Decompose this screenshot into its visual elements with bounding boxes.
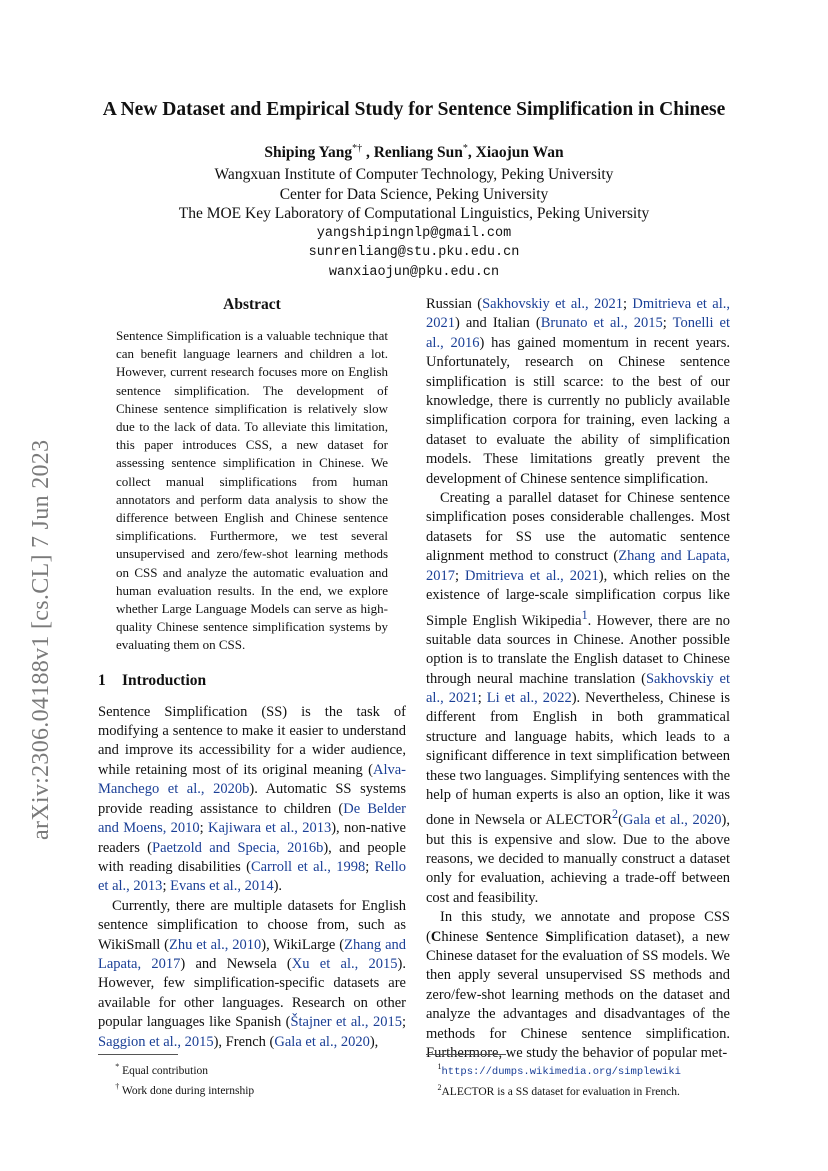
footnote-text: ALECTOR is a SS dataset for evaluation in French. [441,1086,680,1099]
footnote-mark: 1 [437,1062,442,1071]
intro-paragraph-1: Sentence Simplification (SS) is the task of modifying a sentence to make it easier to understand and improve its accessibility for a wider audience, while retaining most of its original meaning (Alva-Manchego et al., 2020b). Automatic SS systems provide reading assistance to children (De Belder and Moens, 2010; Kajiwara et al., 2013), non-native readers (Paetzold and Specia, 2016b), and people with reading disabilities (Carroll et al., 1998; Rello et al., 2013; Evans et al., 2014). [98,703,407,895]
footnote-ref[interactable]: 1 [581,607,588,622]
citation-link[interactable]: Saggion et al., 2015 [98,1033,214,1050]
bold-initial: S [485,928,494,945]
affiliation: Center for Data Science, Peking University [279,185,549,203]
author-list: Shiping Yang*† , Renliang Sun*, Xiaojun Wan [264,143,564,162]
footnote [98,1079,406,1099]
abstract-heading: Abstract [223,296,281,313]
footnote [98,1059,406,1079]
citation-link[interactable]: Dmitrieva et al., 2021 [464,567,599,584]
footnote-divider [98,1054,178,1055]
citation-link[interactable]: Zhang and Lapata, 2017 [426,548,730,584]
footnote [426,1059,730,1080]
intro-paragraph-2: Currently, there are multiple datasets for English sentence simplification to choose from, such as WikiSmall (Zhu et al., 2010), WikiLarge (Zhang and Lapata, 2017) and Newsela (Xu et al., 2015). However, few simplification-specific datasets are available for other languages. Research on other popular languages like Spanish (Štajner et al., 2015; Saggion et al., 2015), French (Gala et al., 2020), [98,897,407,1050]
section-number: 1 [98,671,106,689]
citation-link[interactable]: Zhang and Lapata, 2017 [98,936,407,972]
footnotes-left [98,1040,406,1100]
section-title: Introduction [122,671,207,689]
citation-link[interactable]: Sakhovskiy et al., 2021 [426,670,730,706]
email-address[interactable]: wanxiaojun@pku.edu.cn [328,264,500,280]
author-name: Shiping Yang [264,144,353,162]
affiliation: Wangxuan Institute of Computer Technology, Peking University [214,166,614,184]
footnote-mark: * [115,1062,120,1071]
author-name: Xiaojun Wan [475,144,564,162]
footnote-text: Work done during internship [121,1085,255,1098]
footnote-ref[interactable]: 2 [612,807,619,822]
citation-link[interactable]: Li et al., 2022 [486,689,572,706]
intro-paragraph-4: Creating a parallel dataset for Chinese sentence simplification poses considerable challenges. Most datasets for SS use the automatic sentence alignment method to construct (Zhang and Lapata, 2017; Dmitrieva et al., 2021), which relies on the existence of large-scale simplification corpus like Simple English Wikipedia$^1$. However, there are no suitable data sources in Chinese. Another possible option is to translate the English dataset to Chinese through neural machine translation (Sakhovskiy et al., 2021; Li et al., 2022). Nevertheless, Chinese is different from English in both grammatical structure and language habits, which leads to a significant difference in text simplification between these two languages. Simplifying sentences with the help of human experts is also an option, like it was done in Newsela or ALECTOR$^2$(Gala et al., 2020), but this is expensive and slow. Due to the above reasons, we decided to manually construct a dataset only for evaluation, achieving a trade-off between cost and feasibility. [426,490,730,906]
left-column [98,295,406,1052]
citation-link[interactable]: Rello et al., 2013 [98,858,406,895]
paper-header [60,98,768,282]
footnote-mark: 2 [437,1083,442,1093]
citation-link[interactable]: Kajiwara et al., 2013 [207,820,332,837]
paper-title: A New Dataset and Empirical Study for Sentence Simplification in Chinese [102,99,726,120]
author-mark: *† [352,143,363,154]
intro-paragraph-3: Russian (Sakhovskiy et al., 2021; Dmitrieva et al., 2021) and Italian (Brunato et al., 2015; Tonelli et al., 2016) has gained momentum in recent years. Unfortunately, research on Chinese sentence simplification is still scarce: to the best of our knowledge, there is currently no publicly available simplification corpora for training, even lacking a dataset to evaluate the ability of simplification models. These limitations greatly prevent the development of Chinese sentence simplification. [426,296,730,487]
citation-link[interactable]: Gala et al., 2020 [274,1033,370,1050]
footnote-divider [426,1054,506,1055]
author-mark: * [462,143,468,154]
citation-link[interactable]: Alva-Manchego et al., 2020b [98,761,406,798]
citation-link[interactable]: De Belder and Moens, 2010 [98,800,407,837]
citation-link[interactable]: Štajner et al., 2015 [290,1014,402,1031]
citation-link[interactable]: Gala et al., 2020 [622,812,722,829]
citation-link[interactable]: Zhu et al., 2010 [169,936,262,953]
footnote-mark: † [115,1082,120,1092]
affiliation: The MOE Key Laboratory of Computational Linguistics, Peking University [178,205,650,223]
email-address[interactable]: sunrenliang@stu.pku.edu.cn [308,245,520,261]
footnote-text: Equal contribution [122,1064,209,1077]
bold-initial: S [545,928,554,945]
footnote [426,1080,730,1100]
citation-link[interactable]: Evans et al., 2014 [170,878,274,895]
citation-link[interactable]: Paetzold and Specia, 2016b [152,839,324,856]
citation-link[interactable]: Sakhovskiy et al., 2021 [482,296,623,312]
citation-link[interactable]: Tonelli et al., 2016 [426,315,730,351]
footnote-link[interactable]: https://dumps.wikimedia.org/simplewiki [441,1065,681,1078]
intro-paragraph-5: In this study, we annotate and propose CSS (Chinese Sentence Simplification dataset), a new Chinese dataset for the evaluation of SS models. We then apply several unsupervised SS methods and zero/few-shot learning methods on the dataset and analyze the advantages and disadvantages of the methods for Chinese sentence simplification. Furthermore, we study the behavior of popular met- [426,909,730,1062]
arxiv-identifier: arXiv:2306.04188v1 [cs.CL] 7 Jun 2023 [28,439,54,840]
citation-link[interactable]: Xu et al., 2015 [291,955,398,972]
citation-link[interactable]: Brunato et al., 2015 [540,315,663,332]
citation-link[interactable]: Carroll et al., 1998 [250,858,366,875]
author-name: Renliang Sun [373,144,463,162]
section-heading-introduction [98,671,406,691]
bold-initial: C [430,928,442,945]
footnotes-right [426,1040,730,1101]
right-column [426,295,730,1064]
abstract-text: Sentence Simplification is a valuable technique that can benefit language learners and children a lot. However, current research focuses more on English sentence simplification. The development of Chinese sentence simplification is relatively slow due to the lack of data. To alleviate this limitation, this paper introduces CSS, a new dataset for assessing sentence simplification in Chinese. We collect manual simplifications from human annotators and perform data analysis to show the difference between English and Chinese sentence simplifications. Furthermore, we test several unsupervised and zero/few-shot learning methods on CSS and analyze the automatic evaluation and human evaluation results. In the end, we explore whether Large Language Models can serve as high-quality Chinese sentence simplification systems by evaluating them on CSS. [116,328,388,653]
email-address[interactable]: yangshipingnlp@gmail.com [316,225,512,241]
citation-link[interactable]: Dmitrieva et al., 2021 [426,296,730,332]
